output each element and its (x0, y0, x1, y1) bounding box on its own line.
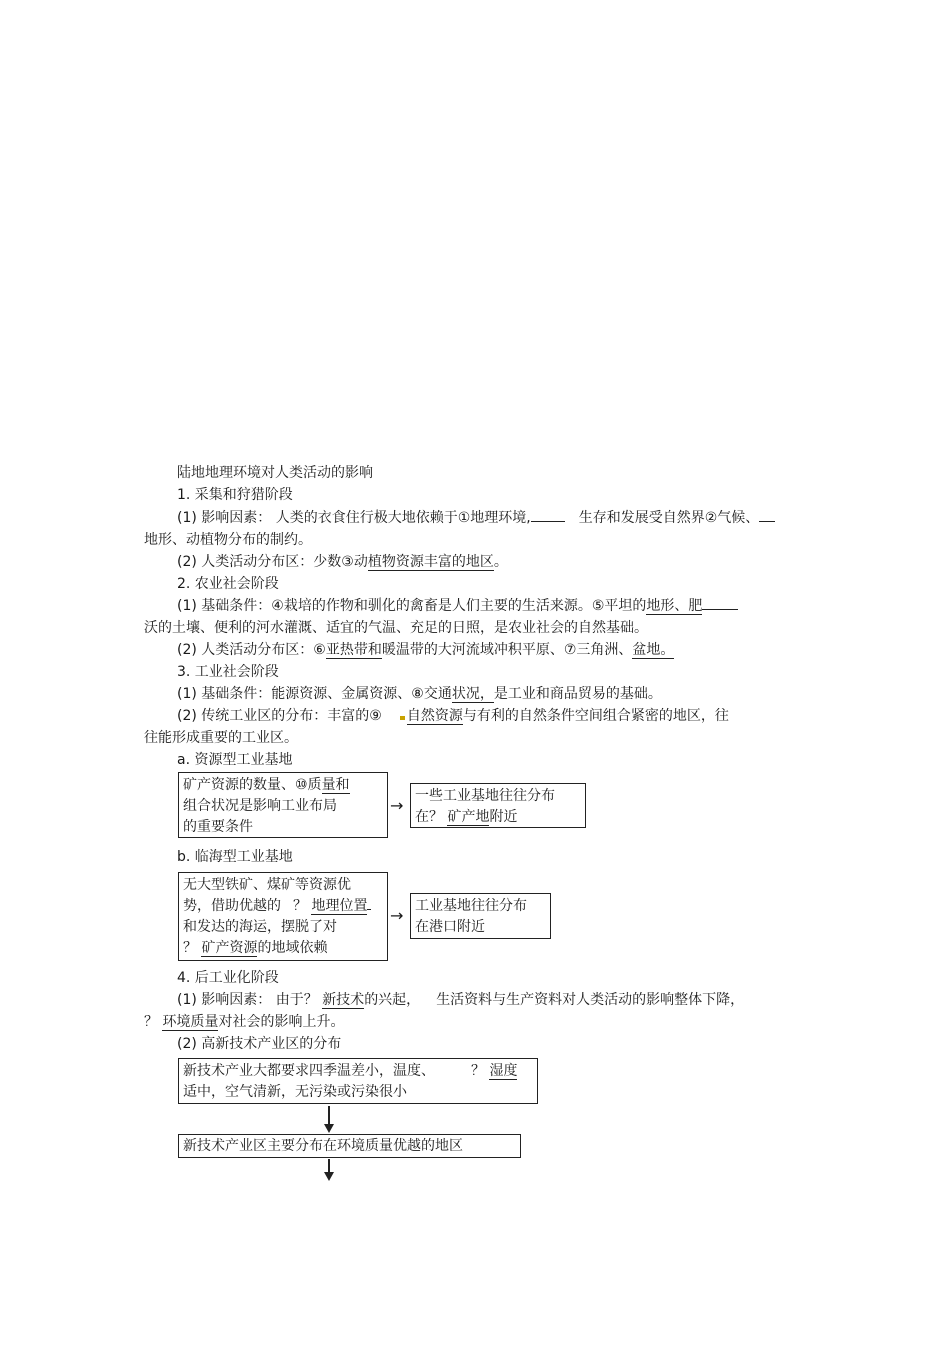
s3-paragraph-2-line-2: 往能形成重要的工业区。 (144, 730, 298, 746)
resource-base-result-box: 一些工业基地往往分布 在？ 矿产地附近 (410, 783, 586, 828)
s4-paragraph-1-line-1: (1) 影响因素： 由于？ 新技术的兴起， 生活资料与生产资料对人类活动的影响整体下降， (177, 992, 745, 1008)
coastal-base-label: b. 临海型工业基地 (177, 849, 293, 865)
flow-arrow-line (328, 1159, 330, 1173)
high-tech-distribution-box: 新技术产业区主要分布在环境质量优越的地区 (178, 1134, 521, 1158)
s1-paragraph-2: (2) 人类活动分布区：少数③动植物资源丰富的地区。 (177, 554, 508, 570)
section-3-heading: 3. 工业社会阶段 (177, 664, 279, 680)
coastal-base-condition-box: 无大型铁矿、煤矿等资源优 势，借助优越的 ？ 地理位置 和发达的海运，摆脱了对 ？ 矿产资源的地域依赖 (178, 872, 388, 961)
resource-base-condition-box: 矿产资源的数量、⑩质量和 组合状况是影响工业布局 的重要条件 (178, 772, 388, 838)
flow-arrow-line (328, 1106, 330, 1125)
s3-paragraph-1: (1) 基础条件：能源资源、金属资源、⑧交通状况，是工业和商品贸易的基础。 (177, 686, 662, 702)
arrow-right-icon: → (390, 906, 404, 925)
section-4-heading: 4. 后工业化阶段 (177, 970, 279, 986)
resource-base-label: a. 资源型工业基地 (177, 752, 293, 768)
high-tech-requirement-box: 新技术产业大都要求四季温差小，温度、 ？ 湿度 适中，空气清新，无污染或污染很小 (178, 1058, 538, 1104)
s2-paragraph-1-line-1: (1) 基础条件：④栽培的作物和驯化的禽畜是人们主要的生活来源。⑤平坦的地形、肥 (177, 597, 738, 615)
s2-paragraph-1-line-2: 沃的土壤、便利的河水灌溉、适宜的气温、充足的日照，是农业社会的自然基础。 (144, 620, 648, 636)
s4-paragraph-2: (2) 高新技术产业区的分布 (177, 1036, 342, 1052)
section-2-heading: 2. 农业社会阶段 (177, 576, 279, 592)
s1-paragraph-1-line-1: (1) 影响因素： 人类的衣食住行极大地依赖于①地理环境, 生存和发展受自然界②气候、 (177, 509, 775, 527)
s4-paragraph-1-line-2: ？ 环境质量对社会的影响上升。 (144, 1014, 345, 1030)
coastal-base-result-box: 工业基地往往分布 在港口附近 (410, 893, 551, 939)
arrow-right-icon: → (390, 796, 404, 815)
s3-paragraph-2-line-1: (2) 传统工业区的分布：丰富的⑨ 自然资源与有利的自然条件空间组合紧密的地区，往 (177, 708, 729, 724)
arrow-down-icon (324, 1124, 334, 1133)
s2-paragraph-2: (2) 人类活动分布区：⑥亚热带和暖温带的大河流域冲积平原、⑦三角洲、盆地。 (177, 642, 675, 658)
highlight-mark (400, 716, 405, 720)
section-1-heading: 1. 采集和狩猎阶段 (177, 487, 293, 503)
s1-paragraph-1-line-2: 地形、动植物分布的制约。 (144, 532, 312, 548)
arrow-down-icon (324, 1172, 334, 1181)
page-title: 陆地地理环境对人类活动的影响 (177, 465, 373, 481)
